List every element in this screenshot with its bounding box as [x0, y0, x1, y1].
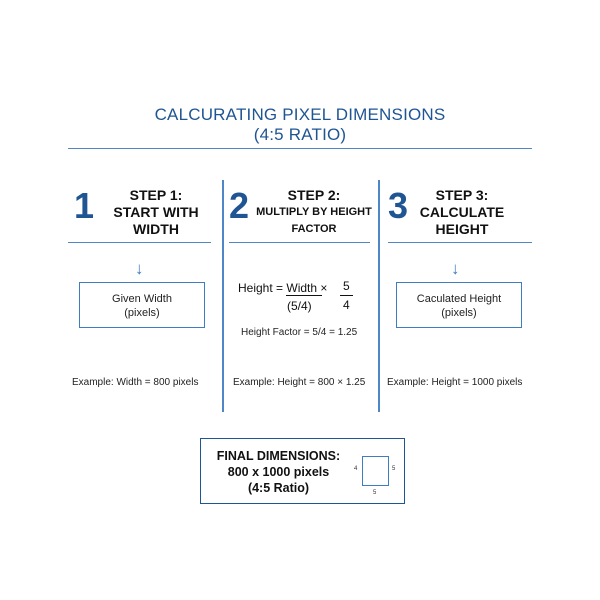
fraction-numerator: 5 [343, 279, 350, 293]
given-width-label: Given Width [112, 293, 172, 305]
step-1-rule [68, 242, 211, 243]
step-3-title-line: CALCULATE [419, 204, 505, 220]
final-dimensions-value: 800 x 1000 pixels [227, 465, 330, 479]
final-dimensions-heading: FINAL DIMENSIONS: [216, 449, 341, 463]
given-width-unit: (pixels) [124, 307, 160, 319]
calculated-height-label: Caculated Height [416, 293, 502, 305]
ratio-label-right: 5 [392, 466, 396, 472]
step-1-title-line: WIDTH [133, 221, 179, 237]
step-3-title-line: STEP 3: [435, 187, 489, 203]
step-3-rule [388, 242, 532, 243]
down-arrow-icon: ↓ [451, 259, 460, 278]
title-divider [68, 148, 532, 149]
step-3-number: 3 [388, 185, 409, 226]
fraction-denominator: 4 [343, 298, 350, 312]
formula-fraction-bar [286, 295, 322, 296]
ratio-rectangle-icon [362, 456, 389, 486]
given-width-box [79, 282, 205, 328]
step-1-title-line: STEP 1: [129, 187, 183, 203]
ratio-label-left: 4 [354, 466, 358, 472]
column-divider-2 [378, 180, 380, 412]
step-1-title-line: START WITH [113, 204, 199, 220]
step-2-title-line: MULTIPLY BY HEIGHT [256, 206, 372, 218]
step-1-title [96, 187, 216, 238]
column-divider-1 [222, 180, 224, 412]
step-2-title-line: FACTOR [291, 223, 337, 235]
step-2-number: 2 [229, 185, 250, 226]
step-2-rule [229, 242, 370, 243]
height-formula-lhs: Height = Width × [238, 281, 328, 295]
calculated-height-unit: (pixels) [441, 307, 477, 319]
step-2-title [252, 187, 376, 238]
calculated-height-box [396, 282, 522, 328]
ratio-label-bottom: 5 [373, 490, 377, 496]
fraction-bar [340, 295, 353, 296]
step-1-example: Example: Width = 800 pixels [72, 377, 199, 388]
step-2-title-line: STEP 2: [287, 187, 341, 203]
height-formula-denominator: (5/4) [287, 299, 312, 313]
page-subtitle: (4:5 RATIO) [253, 125, 347, 144]
down-arrow-icon: ↓ [135, 259, 144, 278]
final-dimensions-ratio: (4:5 Ratio) [247, 481, 310, 495]
step-3-title [412, 187, 512, 238]
step-2-example: Example: Height = 800 × 1.25 [233, 377, 366, 388]
height-factor-note: Height Factor = 5/4 = 1.25 [241, 327, 358, 338]
step-3-example: Example: Height = 1000 pixels [387, 377, 523, 388]
step-3-title-line: HEIGHT [435, 221, 489, 237]
page-title: CALCURATING PIXEL DIMENSIONS [154, 105, 446, 124]
step-1-number: 1 [74, 185, 95, 226]
final-dimensions-text [211, 448, 346, 496]
